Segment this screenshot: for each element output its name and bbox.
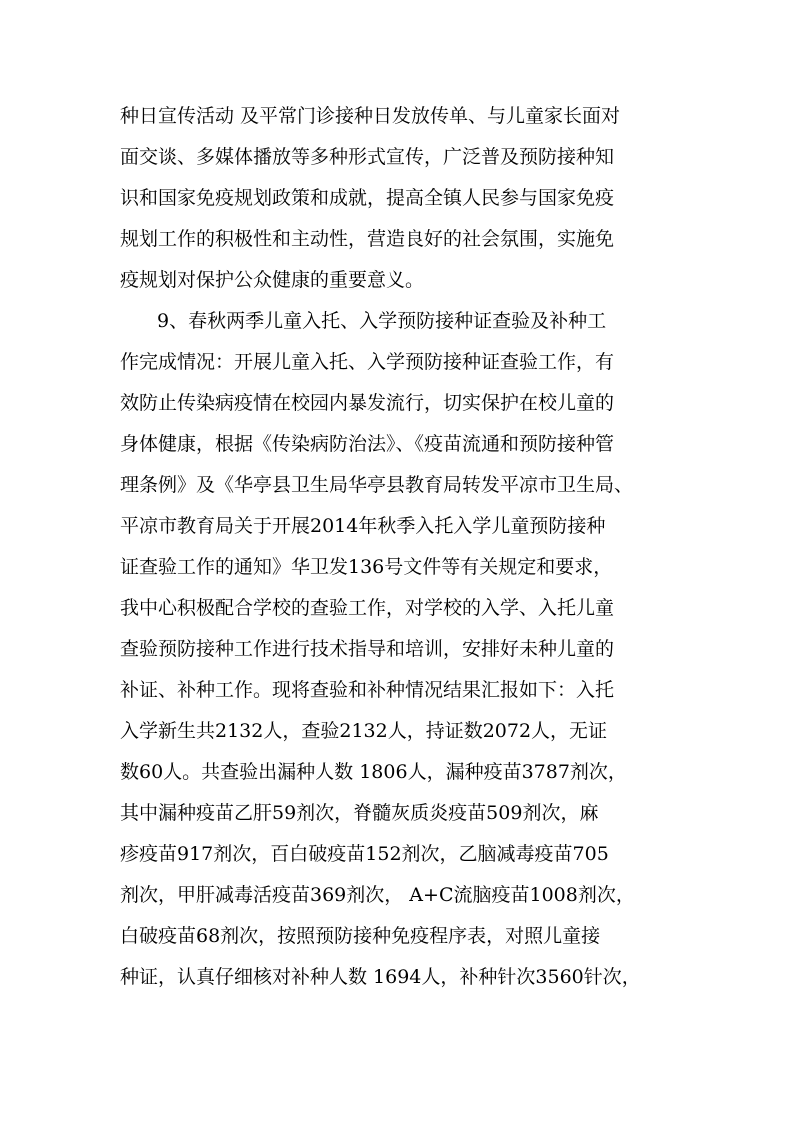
text-line: 理条例》及《华亭县卫生局华亭县教育局转发平凉市卫生局、 (120, 474, 634, 496)
paragraph-start-line: 9、春秋两季儿童入托、入学预防接种证查验及补种工 (157, 310, 607, 332)
text-line: 种证，认真仔细核对补种人数 1694人，补种针次3560针次， (120, 966, 641, 988)
text-line: 识和国家免疫规划政策和成就，提高全镇人民参与国家免疫 (120, 187, 615, 209)
text-line: 规划工作的积极性和主动性，营造良好的社会氛围，实施免 (120, 228, 615, 250)
text-line: 查验预防接种工作进行技术指导和培训，安排好未种儿童的 (120, 638, 615, 660)
text-line: 其中漏种疫苗乙肝59剂次，脊髓灰质炎疫苗509剂次，麻 (120, 802, 599, 824)
text-line: 身体健康，根据《传染病防治法》、《疫苗流通和预防接种管 (120, 433, 615, 455)
text-line: 种日宣传活动 及平常门诊接种日发放传单、与儿童家长面对 (120, 105, 621, 127)
text-line: 入学新生共2132人，查验2132人，持证数2072人，无证 (120, 720, 608, 742)
text-line: 白破疫苗68剂次，按照预防接种免疫程序表，对照儿童接 (120, 925, 601, 947)
text-line: 效防止传染病疫情在校园内暴发流行，切实保护在校儿童的 (120, 392, 615, 414)
text-line: 数60人。共查验出漏种人数 1806人，漏种疫苗3787剂次， (120, 761, 627, 783)
text-line: 疹疫苗917剂次，百白破疫苗152剂次，乙脑减毒疫苗705 (120, 843, 609, 865)
text-line: 证查验工作的通知》华卫发136号文件等有关规定和要求， (120, 556, 613, 578)
text-line: 疫规划对保护公众健康的重要意义。 (120, 269, 425, 291)
text-line: 补证、补种工作。现将查验和补种情况结果汇报如下：入托 (120, 679, 615, 701)
text-line: 面交谈、多媒体播放等多种形式宣传，广泛普及预防接种知 (120, 146, 615, 168)
text-line: 我中心积极配合学校的查验工作，对学校的入学、入托儿童 (120, 597, 615, 619)
text-line: 剂次，甲肝减毒活疫苗369剂次， A+C流脑疫苗1008剂次， (120, 884, 635, 906)
text-line: 平凉市教育局关于开展2014年秋季入托入学儿童预防接种 (120, 515, 606, 537)
text-line: 作完成情况：开展儿童入托、入学预防接种证查验工作，有 (120, 351, 615, 373)
